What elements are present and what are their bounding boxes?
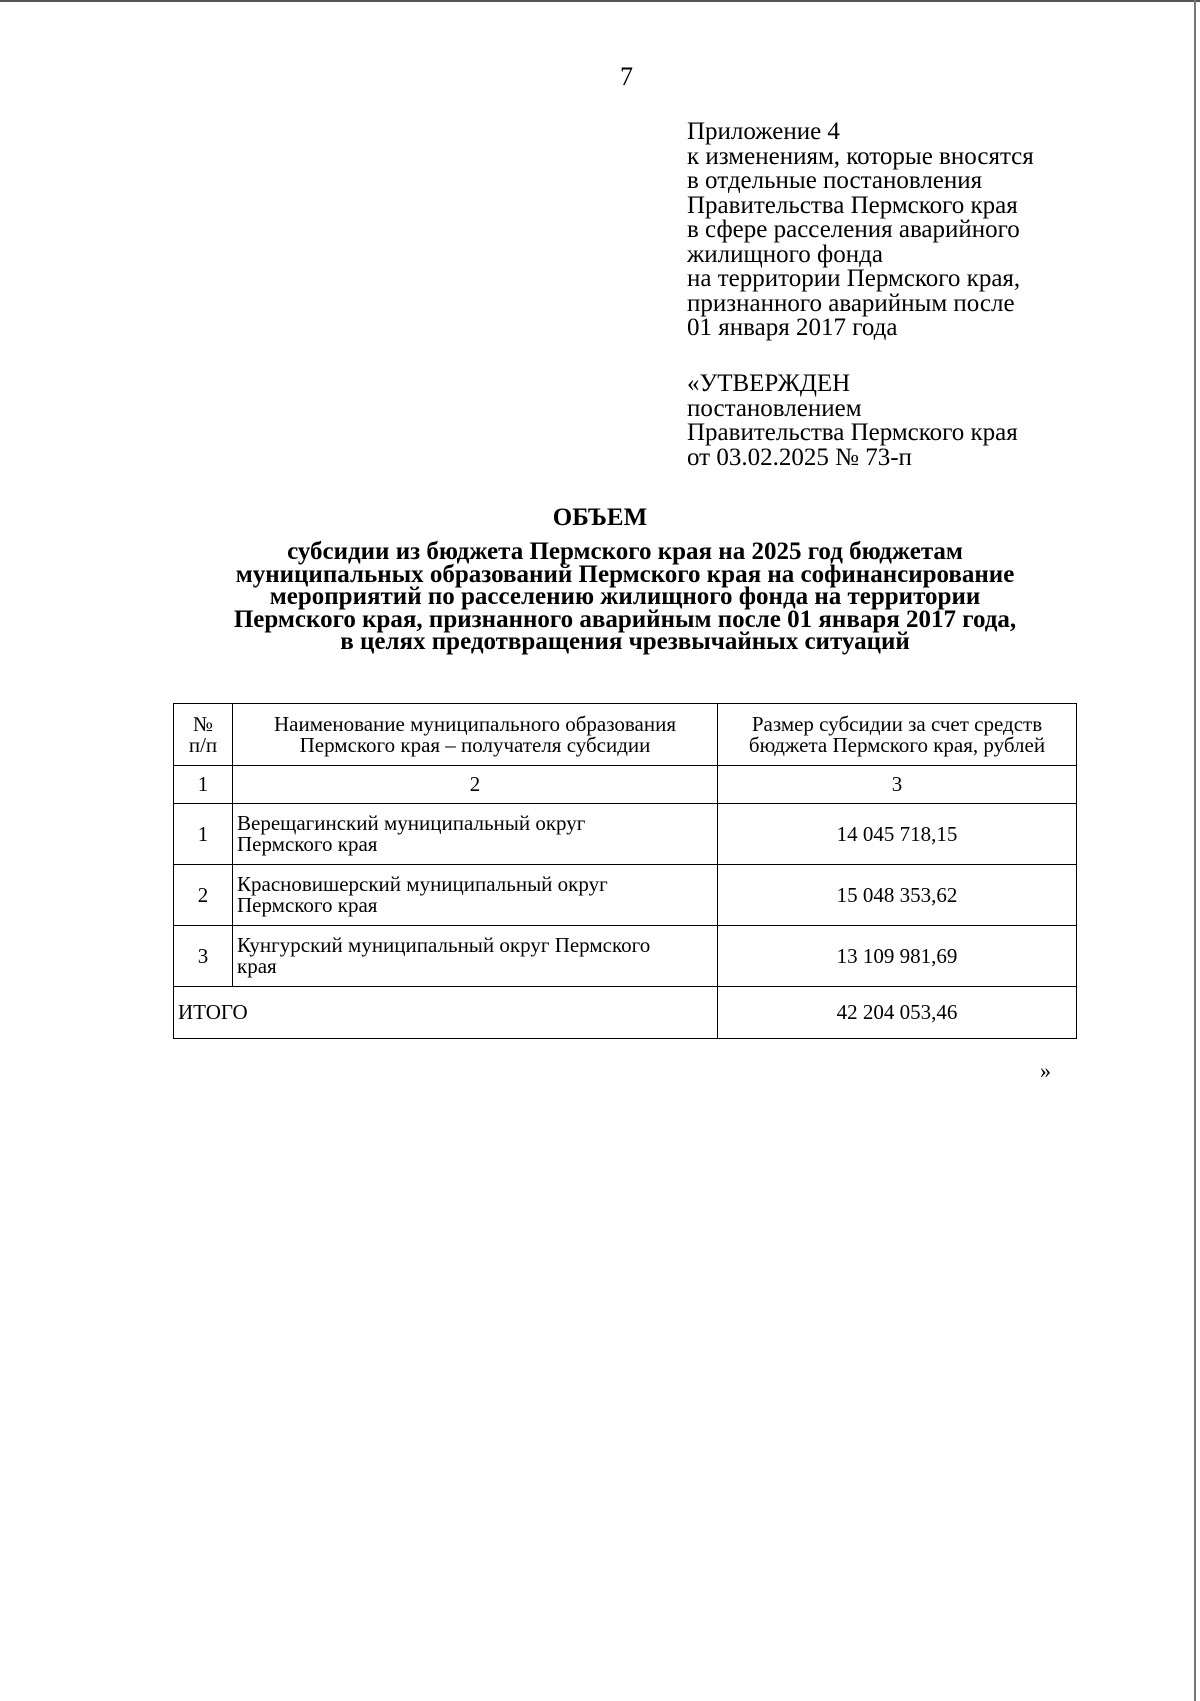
total-label: ИТОГО: [174, 987, 718, 1039]
row-num: 2: [174, 865, 233, 926]
subtitle-line: в целях предотвращения чрезвычайных ситуаций: [340, 628, 910, 655]
subtitle-line: субсидии из бюджета Пермского края на 2025 год бюджетам: [287, 538, 963, 565]
subsidy-table: [173, 703, 1077, 1039]
row-name: [233, 804, 718, 865]
page-edge-right: [1194, 0, 1196, 1701]
row-name-line: Пермского края: [237, 832, 378, 856]
appendix-line: жилищного фонда: [687, 240, 883, 268]
row-name: [233, 926, 718, 987]
appendix-line: к изменениям, которые вносятся: [687, 142, 1034, 170]
appendix-line: в отдельные постановления: [687, 167, 983, 194]
row-amount: 14 045 718,15: [718, 804, 1077, 865]
header-amount: [718, 704, 1077, 766]
table-row: [174, 804, 1077, 865]
subtitle-line: муниципальных образований Пермского края на софинансирование: [235, 560, 1015, 588]
row-name: [233, 865, 718, 926]
row-name-line: Пермского края: [237, 893, 378, 917]
appendix-line: в сфере расселения аварийного: [687, 216, 1020, 243]
document-title: ОБЪЕМ: [552, 504, 648, 531]
appendix-line: Приложение 4: [687, 118, 840, 145]
table-row: [174, 865, 1077, 926]
header-num-line: п/п: [188, 732, 218, 757]
total-amount: 42 204 053,46: [718, 987, 1077, 1039]
closing-quote: »: [1040, 1058, 1051, 1083]
header-name: [233, 704, 718, 766]
row-num: 3: [174, 926, 233, 987]
row-num: 1: [174, 804, 233, 865]
column-number: 1: [174, 766, 233, 804]
approval-line: Правительства Пермского края: [687, 419, 1018, 446]
row-name-line: Красновишерский муниципальный округ: [237, 872, 608, 896]
row-amount: 13 109 981,69: [718, 926, 1077, 987]
appendix-line: 01 января 2017 года: [687, 314, 898, 341]
approval-line: «УТВЕРЖДЕН: [687, 370, 851, 397]
appendix-line: на территории Пермского края,: [687, 265, 1021, 292]
column-number: 3: [718, 766, 1077, 804]
approval-line: от 03.02.2025 № 73-п: [687, 443, 912, 471]
header-name-line: Пермского края – получателя субсидии: [299, 732, 651, 757]
table-row: [174, 926, 1077, 987]
page-number: 7: [620, 62, 633, 91]
page-edge-top: [0, 0, 1200, 2]
column-number-row: [174, 766, 1077, 804]
row-amount: 15 048 353,62: [718, 865, 1077, 926]
table-header-row: [174, 704, 1077, 766]
appendix-line: Правительства Пермского края: [687, 191, 1018, 219]
appendix-note: [687, 120, 1034, 341]
row-name-line: края: [237, 954, 277, 978]
approval-line: постановлением: [687, 394, 862, 422]
header-num-line: №: [192, 711, 214, 736]
subtitle-line: Пермского края, признанного аварийным после 01 января 2017 года,: [233, 605, 1017, 633]
column-number: 2: [233, 766, 718, 804]
document-subtitle: [150, 538, 1100, 655]
approval-stamp-text: [687, 372, 1018, 470]
header-amount-line: бюджета Пермского края, рублей: [748, 732, 1046, 757]
appendix-line: признанного аварийным после: [687, 289, 1015, 317]
table-total-row: [174, 987, 1077, 1039]
header-amount-line: Размер субсидии за счет средств: [751, 711, 1043, 736]
row-name-line: Верещагинский муниципальный округ: [237, 811, 586, 835]
subtitle-line: мероприятий по расселению жилищного фонда на территории: [269, 583, 981, 610]
row-name-line: Кунгурский муниципальный округ Пермского: [237, 933, 651, 957]
header-num: [174, 704, 233, 766]
header-name-line: Наименование муниципального образования: [274, 711, 676, 736]
